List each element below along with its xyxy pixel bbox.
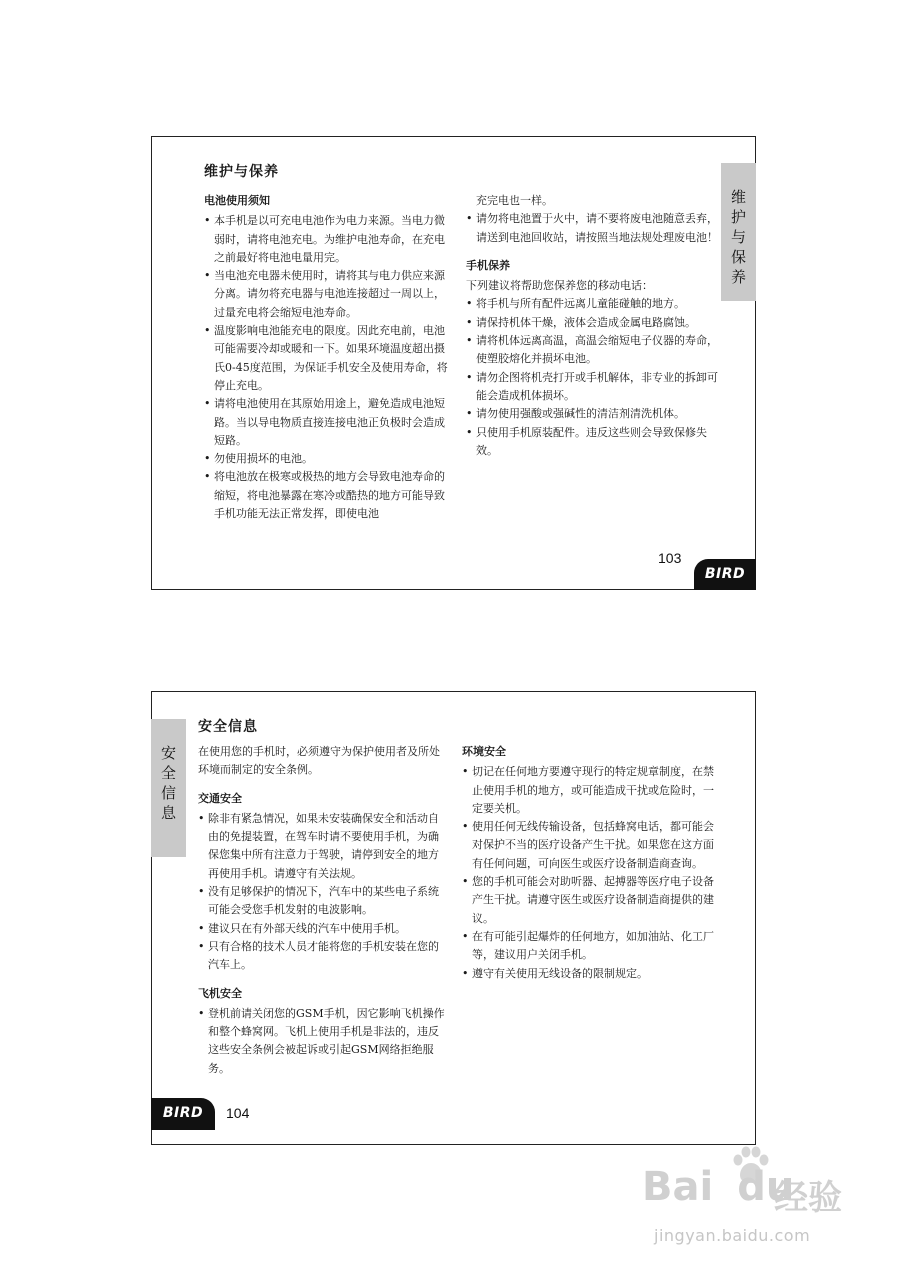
list-item: • 使用任何无线传输设备，包括蜂窝电话，都可能会对保护不当的医疗设备产生干扰。如果您在这方面有任何问题，可向医生或医疗设备制造商查询。 xyxy=(462,818,714,873)
chapter-tab xyxy=(151,719,186,857)
left-column xyxy=(204,192,452,523)
watermark-brand-cn: 经验 xyxy=(774,1178,842,1218)
page-number: 104 xyxy=(226,1105,250,1121)
section-heading-flight: 飞机安全 xyxy=(198,986,242,1000)
chapter-tab-char: 信 xyxy=(160,784,176,802)
chapter-tab-char: 保 xyxy=(730,248,746,266)
page-title: 安全信息 xyxy=(198,719,258,735)
list-item: • 本手机是以可充电电池作为电力来源。当电力微弱时，请将电池充电。为维护电池寿命，在充电之前最好将电池电量用完。 xyxy=(204,212,452,267)
section-heading-battery: 电池使用须知 xyxy=(204,194,270,207)
bird-logo: BIRD xyxy=(694,559,756,590)
list-item: • 没有足够保护的情况下，汽车中的某些电子系统可能会受您手机发射的电波影响。 xyxy=(198,883,446,920)
page-title: 维护与保养 xyxy=(204,164,279,180)
chapter-tab-char: 与 xyxy=(730,228,746,246)
bird-logo: BIRD xyxy=(151,1098,215,1130)
watermark-url: jingyan.baidu.com xyxy=(654,1226,811,1245)
list-item: • 温度影响电池能充电的限度。因此充电前，电池可能需要冷却或暖和一下。如果环境温度超出摄氏0-45度范围，为保证手机安全及使用寿命，将停止充电。 xyxy=(204,322,452,395)
list-item: • 只使用手机原装配件。违反这些则会导致保修失效。 xyxy=(466,424,718,461)
watermark-brand-part: du xyxy=(737,1164,795,1210)
manual-page-103 xyxy=(151,136,756,590)
list-item: • 除非有紧急情况，如果未安装确保安全和活动自由的免提装置，在驾车时请不要使用手机，为确保您集中所有注意力于驾驶，请停到安全的地方再使用手机。请遵守有关法规。 xyxy=(198,810,446,883)
list-item: • 当电池充电器未使用时，请将其与电力供应来源分离。请勿将充电器与电池连接超过一周以上，过量充电将会缩短电池寿命。 xyxy=(204,267,452,322)
chapter-tab-char: 护 xyxy=(730,208,746,226)
baidu-jingyan-watermark xyxy=(642,1140,862,1270)
list-item: • 切记在任何地方要遵守现行的特定规章制度，在禁止使用手机的地方，或可能造成干扰或危险时，一定要关机。 xyxy=(462,763,714,818)
list-item: • 只有合格的技术人员才能将您的手机安装在您的汽车上。 xyxy=(198,938,446,975)
list-item: • 建议只在有外部天线的汽车中使用手机。 xyxy=(198,920,446,938)
care-intro: 下列建议将帮助您保养您的移动电话： xyxy=(466,279,653,293)
list-item: • 遵守有关使用无线设备的限制规定。 xyxy=(462,965,714,983)
list-item: • 将电池放在极寒或极热的地方会导致电池寿命的缩短，将电池暴露在寒冷或酷热的地方可能导致手机功能无法正常发挥，即使电池 xyxy=(204,468,452,523)
page-number: 103 xyxy=(658,550,682,566)
list-item: • 请勿将电池置于火中，请不要将废电池随意丢弃，请送到电池回收站，请按照当地法规处理废电池！ xyxy=(466,210,718,247)
right-column xyxy=(466,192,718,460)
section-heading-care: 手机保养 xyxy=(466,258,510,272)
environment-list xyxy=(462,763,714,983)
list-item: • 勿使用损坏的电池。 xyxy=(204,450,452,468)
watermark-brand xyxy=(642,1164,794,1210)
traffic-list xyxy=(198,810,446,975)
list-item: • 您的手机可能会对助听器、起搏器等医疗电子设备产生干扰。请遵守医生或医疗设备制造商提供的建议。 xyxy=(462,873,714,928)
continued-text: 充完电也一样。 xyxy=(476,194,553,207)
battery-list-continued xyxy=(466,210,718,247)
list-item: • 在有可能引起爆炸的任何地方，如加油站、化工厂等，建议用户关闭手机。 xyxy=(462,928,714,965)
list-item: • 请将机体远离高温，高温会缩短电子仪器的寿命，使塑胶熔化并损坏电池。 xyxy=(466,332,718,369)
list-item: • 请将电池使用在其原始用途上，避免造成电池短路。当以导电物质直接连接电池正负极时会造成短路。 xyxy=(204,395,452,450)
left-column xyxy=(198,743,446,1078)
list-item: • 将手机与所有配件远离儿童能碰触的地方。 xyxy=(466,295,718,313)
safety-intro: 在使用您的手机时，必须遵守为保护使用者及所处环境而制定的安全条例。 xyxy=(198,745,440,777)
chapter-tab-char: 全 xyxy=(160,764,176,782)
chapter-tab-char: 安 xyxy=(160,744,176,762)
section-heading-traffic: 交通安全 xyxy=(198,791,242,805)
watermark-brand-part: Bai xyxy=(642,1164,714,1210)
right-column xyxy=(462,743,714,983)
chapter-tab-char: 维 xyxy=(730,188,746,206)
list-item: • 请勿企图将机壳打开或手机解体，非专业的拆卸可能会造成机体损坏。 xyxy=(466,369,718,406)
chapter-tab-char: 息 xyxy=(160,804,176,822)
chapter-tab xyxy=(721,163,756,301)
list-item: • 请勿使用强酸或强碱性的清洁剂清洗机体。 xyxy=(466,405,718,423)
list-item: • 请保持机体干燥，液体会造成金属电路腐蚀。 xyxy=(466,314,718,332)
battery-list xyxy=(204,212,452,523)
manual-page-104 xyxy=(151,691,756,1145)
care-list xyxy=(466,295,718,460)
section-heading-environment: 环境安全 xyxy=(462,745,506,758)
list-item: • 登机前请关闭您的GSM手机，因它影响飞机操作和整个蜂窝网。飞机上使用手机是非法的，违反这些安全条例会被起诉或引起GSM网络拒绝服务。 xyxy=(198,1005,446,1078)
flight-list xyxy=(198,1005,446,1078)
chapter-tab-char: 养 xyxy=(730,268,746,286)
